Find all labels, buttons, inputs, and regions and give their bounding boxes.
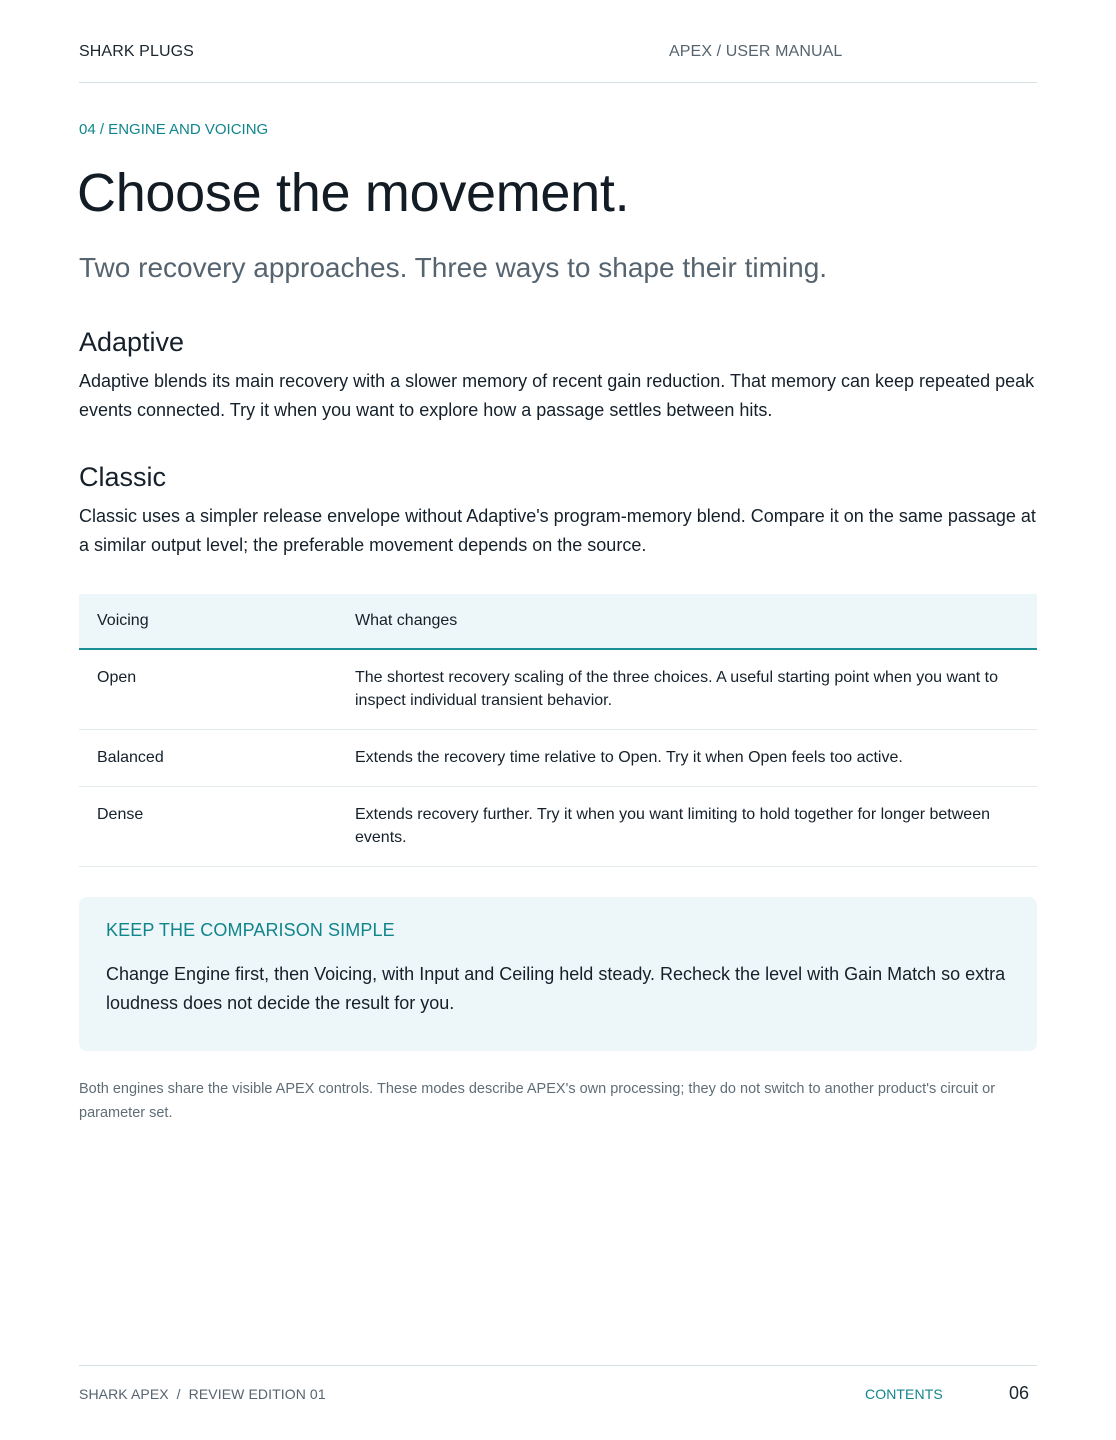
page-title: Choose the movement. (77, 163, 630, 223)
page-subtitle: Two recovery approaches. Three ways to shape their timing. (79, 252, 828, 283)
section-label: 04 / ENGINE AND VOICING (79, 121, 269, 138)
callout-body: Change Engine first, then Voicing, with Input and Ceiling held steady. Recheck the level with Gain Match so extra loudness does not decide the result for you. (106, 964, 1006, 1013)
voicing-name: Open (79, 649, 337, 730)
tip-callout (79, 897, 1037, 1051)
brand-name: SHARK PLUGS (79, 43, 194, 60)
adaptive-heading: Adaptive (79, 327, 185, 357)
classic-heading: Classic (79, 462, 167, 492)
table-header-what-changes: What changes (337, 594, 1037, 649)
voicing-table (79, 594, 1037, 867)
voicing-change: Extends recovery further. Try it when you want limiting to hold together for longer between events. (337, 787, 1037, 867)
page-number: 06 (1009, 1383, 1030, 1403)
page-header (79, 40, 1037, 83)
manual-page (79, 0, 1037, 1440)
edition-label: SHARK APEX / REVIEW EDITION 01 (79, 1386, 326, 1402)
page-footer (79, 1365, 1037, 1416)
table-row (79, 649, 1037, 730)
voicing-change: The shortest recovery scaling of the three choices. A useful starting point when you want to inspect individual transient behavior. (337, 649, 1037, 730)
contents-link[interactable]: CONTENTS (865, 1386, 943, 1402)
table-header-voicing: Voicing (79, 594, 337, 649)
document-title: APEX / USER MANUAL (669, 43, 843, 60)
voicing-name: Dense (79, 787, 337, 867)
voicing-change: Extends the recovery time relative to Open. Try it when Open feels too active. (337, 730, 1037, 787)
footnote: Both engines share the visible APEX controls. These modes describe APEX's own processing; they do not switch to another product's circuit or parameter set. (79, 1081, 996, 1121)
adaptive-description: Adaptive blends its main recovery with a slower memory of recent gain reduction. That memory can keep repeated peak events connected. Try it when you want to explore how a passage settles between hits. (79, 371, 1035, 420)
voicing-name: Balanced (79, 730, 337, 787)
classic-description: Classic uses a simpler release envelope without Adaptive's program-memory blend. Compare it on the same passage at a similar output level; the preferable movement depends on the source. (79, 506, 1036, 555)
table-row (79, 730, 1037, 787)
table-row (79, 787, 1037, 867)
callout-title: KEEP THE COMPARISON SIMPLE (106, 920, 395, 940)
table-header-row (79, 594, 1037, 649)
